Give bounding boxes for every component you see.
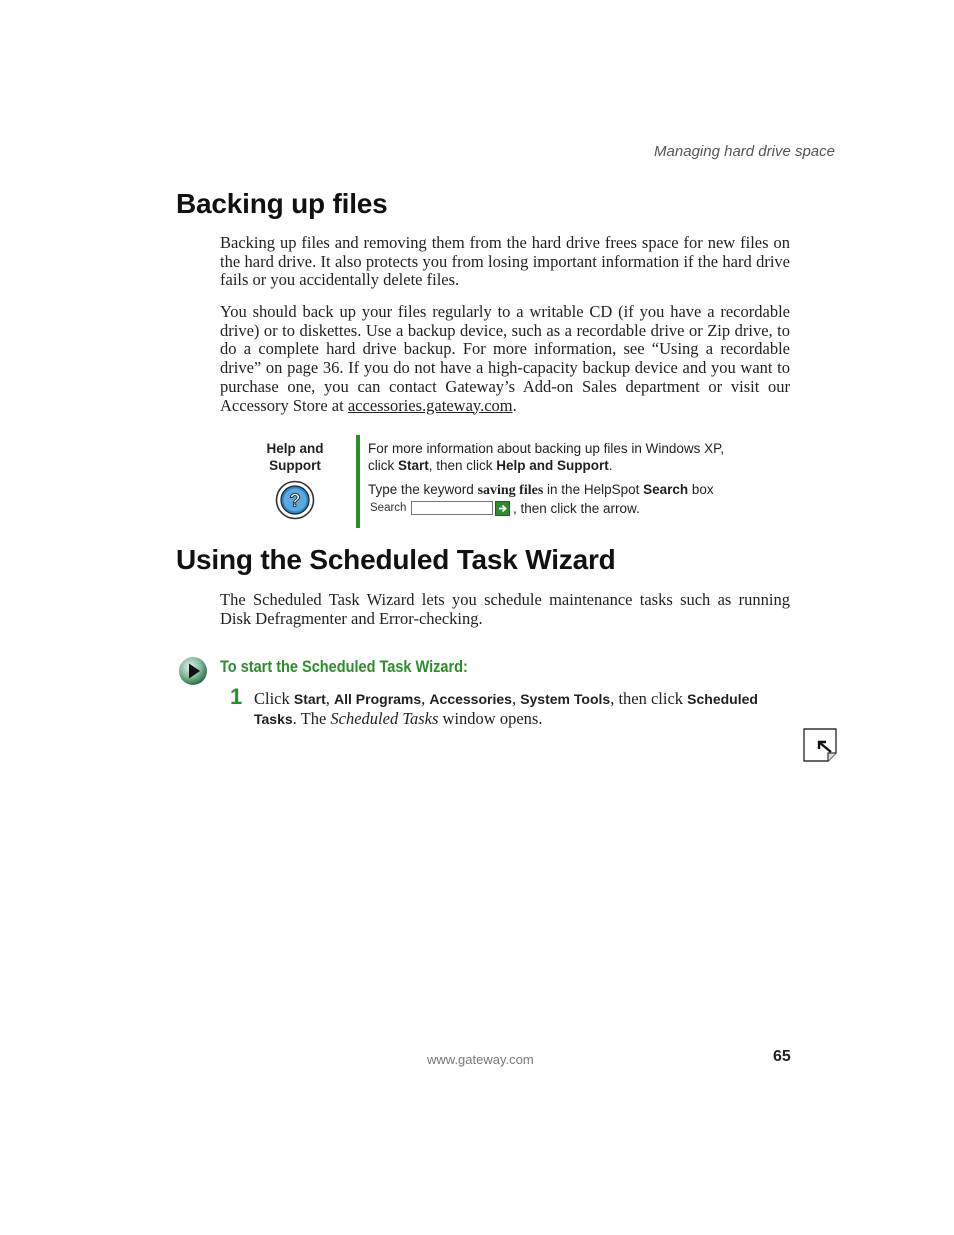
step-text: . The (292, 709, 331, 728)
step-text: window opens. (438, 709, 543, 728)
help-text: For more information about backing up files in Windows XP, click (368, 441, 725, 473)
backup-details-text: You should back up your files regularly to a writable CD (if you have a recordable drive) or to diskettes. Use a backup device, such as a recordable drive or Zip drive, to do a complete hard drive backup. For more information, see “Using a recordable drive” on page 36. If you do not have a high-capacity backup device and you want to purchase one, you can contact Gateway’s Add-on Sales department or visit our Accessory Store at (220, 302, 790, 415)
period: . (608, 458, 613, 473)
accessory-store-link[interactable]: accessories.gateway.com (347, 395, 513, 415)
help-text: box (688, 482, 714, 497)
step-instruction (254, 689, 784, 729)
scheduled-tasks-ui-term: Scheduled Tasks (254, 691, 758, 727)
footer-url: www.gateway.com (427, 1052, 534, 1067)
step-text: Click (254, 689, 294, 708)
separator: , (421, 689, 430, 708)
search-label: Search (370, 502, 407, 514)
search-ui-term: Search (643, 482, 689, 497)
help-box-divider (356, 435, 360, 528)
search-input[interactable] (411, 501, 493, 515)
scheduled-task-intro-paragraph: The Scheduled Task Wizard lets you schedule maintenance tasks such as running Disk Defragmenter and Error-checking. (220, 590, 790, 628)
running-head: Managing hard drive space (654, 143, 835, 160)
help-and-support-label (250, 440, 340, 474)
help-instruction-1 (368, 440, 748, 474)
step-text: , then click (610, 689, 688, 708)
help-and-support-ui-term: Help and Support (496, 458, 609, 473)
period: . (512, 395, 517, 415)
help-text: in the HelpSpot (543, 482, 644, 497)
accessories-ui-term: Accessories (429, 691, 512, 707)
system-tools-ui-term: System Tools (520, 691, 611, 707)
search-arrow-button[interactable] (495, 501, 510, 516)
help-text: Type the keyword (368, 482, 478, 497)
start-ui-term: Start (293, 691, 326, 707)
help-instruction-2 (368, 481, 748, 499)
search-keyword: saving files (477, 483, 544, 498)
page-number: 65 (773, 1048, 791, 1065)
separator: , (325, 689, 335, 708)
all-programs-ui-term: All Programs (334, 691, 422, 707)
search-illustration (370, 499, 640, 517)
separator: , (511, 689, 521, 708)
section-heading-backing-up: Backing up files (176, 188, 388, 219)
continue-page-icon (802, 727, 838, 763)
procedure-title: To start the Scheduled Task Wizard: (220, 658, 468, 676)
backup-details-paragraph (220, 303, 790, 415)
arrow-right-icon (497, 503, 508, 514)
procedure-arrow-icon (178, 656, 208, 686)
help-text: , then click (428, 458, 497, 473)
backup-intro-paragraph: Backing up files and removing them from the hard drive frees space for new files on the hard drive. It also protects you from losing important information if the hard drive fails or you accidentally delete files. (220, 233, 790, 290)
svg-text:?: ? (289, 490, 301, 511)
help-label-line2: Support (269, 458, 321, 473)
start-ui-term: Start (398, 458, 429, 473)
help-label-line1: Help and (266, 441, 324, 456)
search-tail-text: , then click the arrow. (513, 500, 640, 516)
scheduled-tasks-window-name: Scheduled Tasks (330, 709, 439, 728)
help-question-icon (275, 480, 315, 520)
step-number: 1 (230, 684, 243, 709)
section-heading-scheduled-task: Using the Scheduled Task Wizard (176, 544, 616, 575)
